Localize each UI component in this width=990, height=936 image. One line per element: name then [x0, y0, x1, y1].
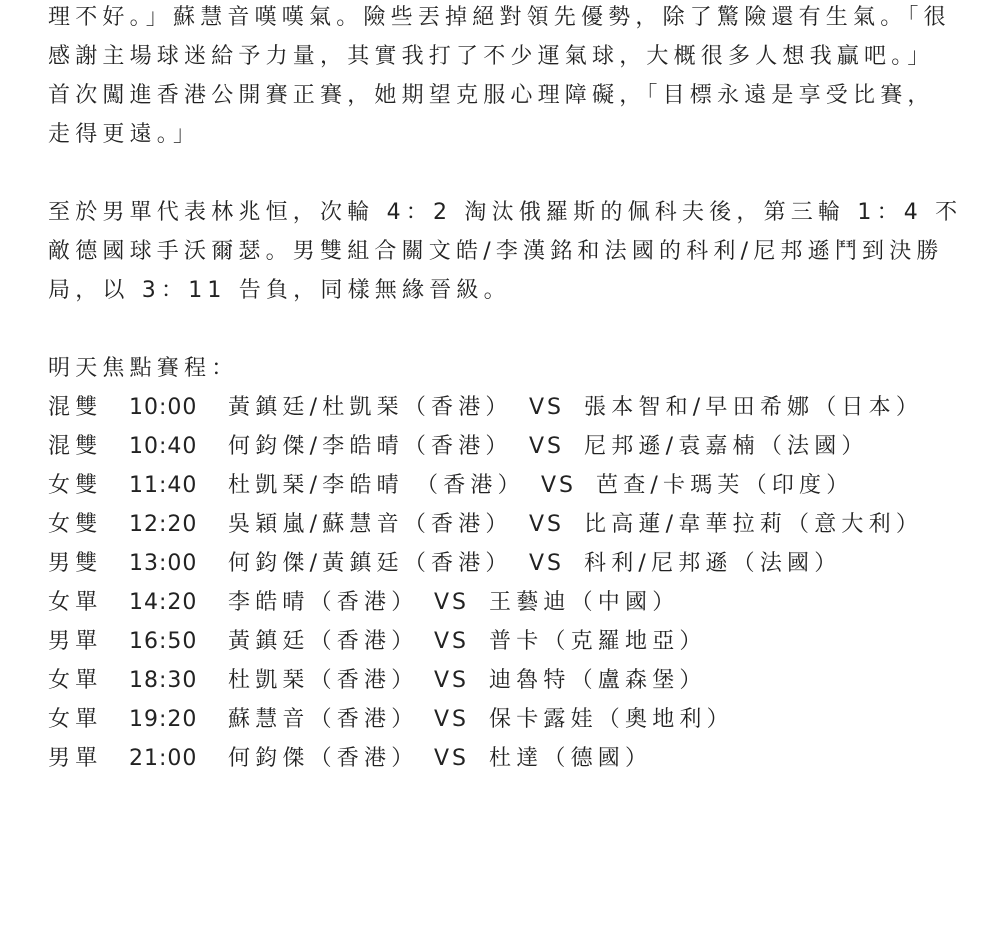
schedule-time: 11:40 — [129, 473, 198, 498]
schedule-vs: VS — [434, 707, 470, 732]
schedule-row — [48, 583, 948, 622]
schedule-away-team: 迪魯特（盧森堡） — [489, 668, 707, 693]
schedule-event: 混雙 — [48, 434, 103, 459]
schedule-home-team: 李皓晴（香港） — [228, 590, 419, 615]
paragraph-2 — [48, 193, 963, 310]
schedule-event: 女雙 — [48, 473, 103, 498]
paragraph-spacer — [48, 310, 948, 349]
schedule-time: 18:30 — [129, 668, 198, 693]
schedule-away-team: 科利/尼邦遜（法國） — [584, 551, 842, 576]
schedule-home-team: 蘇慧音（香港） — [228, 707, 419, 732]
schedule-time: 14:20 — [129, 590, 198, 615]
schedule-home-team: 何鈞傑（香港） — [228, 746, 419, 771]
schedule-away-team: 尼邦遜/袁嘉楠（法國） — [584, 434, 869, 459]
paragraph-spacer — [48, 154, 948, 193]
schedule-time: 12:20 — [129, 512, 198, 537]
schedule-time: 10:00 — [129, 395, 198, 420]
schedule-vs: VS — [541, 473, 577, 498]
paragraph-line: 至於男單代表林兆恒，次輪 4：2 淘汰俄羅斯的佩科夫後，第三輪 1：4 不 — [48, 200, 963, 225]
schedule-vs: VS — [529, 551, 565, 576]
schedule-row — [48, 505, 948, 544]
schedule-away-team: 杜達（德國） — [489, 746, 653, 771]
schedule-row — [48, 427, 948, 466]
paragraph-line: 感謝主場球迷給予力量，其實我打了不少運氣球，大概很多人想我贏吧。」 — [48, 44, 935, 69]
schedule-event: 男單 — [48, 746, 103, 771]
schedule-row — [48, 466, 948, 505]
schedule-home-team: 黃鎮廷/杜凱琹（香港） — [228, 395, 513, 420]
schedule-vs: VS — [529, 434, 565, 459]
schedule-event: 女雙 — [48, 512, 103, 537]
schedule-event: 女單 — [48, 707, 103, 732]
schedule-home-team: 杜凱琹（香港） — [228, 668, 419, 693]
schedule-vs: VS — [529, 512, 565, 537]
schedule-home-team: 黃鎮廷（香港） — [228, 629, 419, 654]
schedule-event: 混雙 — [48, 395, 103, 420]
schedule-row — [48, 622, 948, 661]
schedule-list — [48, 388, 948, 778]
schedule-row — [48, 739, 948, 778]
paragraph-line: 走得更遠。」 — [48, 122, 201, 147]
schedule-event: 女單 — [48, 668, 103, 693]
schedule-event: 男單 — [48, 629, 103, 654]
schedule-away-team: 比高蓮/韋華拉莉（意大利） — [584, 512, 924, 537]
schedule-time: 16:50 — [129, 629, 198, 654]
schedule-time: 13:00 — [129, 551, 198, 576]
schedule-event: 女單 — [48, 590, 103, 615]
schedule-away-team: 普卡（克羅地亞） — [489, 629, 707, 654]
schedule-vs: VS — [434, 629, 470, 654]
schedule-away-team: 王藝迪（中國） — [489, 590, 680, 615]
schedule-time: 19:20 — [129, 707, 198, 732]
schedule-time: 21:00 — [129, 746, 198, 771]
paragraph-line: 局，以 3：11 告負，同樣無緣晉級。 — [48, 278, 511, 303]
paragraph-1 — [48, 0, 951, 154]
schedule-row — [48, 661, 948, 700]
schedule-home-team: 杜凱琹/李皓晴 （香港） — [228, 473, 525, 498]
paragraph-line: 首次闖進香港公開賽正賽，她期望克服心理障礙，「目標永遠是享受比賽， — [48, 83, 935, 108]
article-body — [48, 0, 963, 778]
schedule-vs: VS — [434, 746, 470, 771]
paragraph-line: 理不好。」蘇慧音嘆嘆氣。險些丟掉絕對領先優勢，除了驚險還有生氣。「很 — [48, 5, 951, 30]
schedule-vs: VS — [434, 668, 470, 693]
schedule-row — [48, 544, 948, 583]
schedule-heading: 明天焦點賽程： — [48, 356, 239, 381]
schedule-home-team: 何鈞傑/黃鎮廷（香港） — [228, 551, 513, 576]
paragraph-line: 敵德國球手沃爾瑟。男雙組合關文皓/李漢銘和法國的科利/尼邦遜鬥到決勝 — [48, 239, 944, 264]
schedule-home-team: 何鈞傑/李皓晴（香港） — [228, 434, 513, 459]
schedule-row — [48, 700, 948, 739]
schedule-time: 10:40 — [129, 434, 198, 459]
schedule-vs: VS — [434, 590, 470, 615]
schedule-home-team: 吳穎嵐/蘇慧音（香港） — [228, 512, 513, 537]
schedule-vs: VS — [529, 395, 565, 420]
schedule-event: 男雙 — [48, 551, 103, 576]
schedule-away-team: 張本智和/早田希娜（日本） — [584, 395, 924, 420]
schedule-row — [48, 388, 948, 427]
schedule-away-team: 芭查/卡瑪芙（印度） — [596, 473, 854, 498]
schedule-away-team: 保卡露娃（奧地利） — [489, 707, 734, 732]
